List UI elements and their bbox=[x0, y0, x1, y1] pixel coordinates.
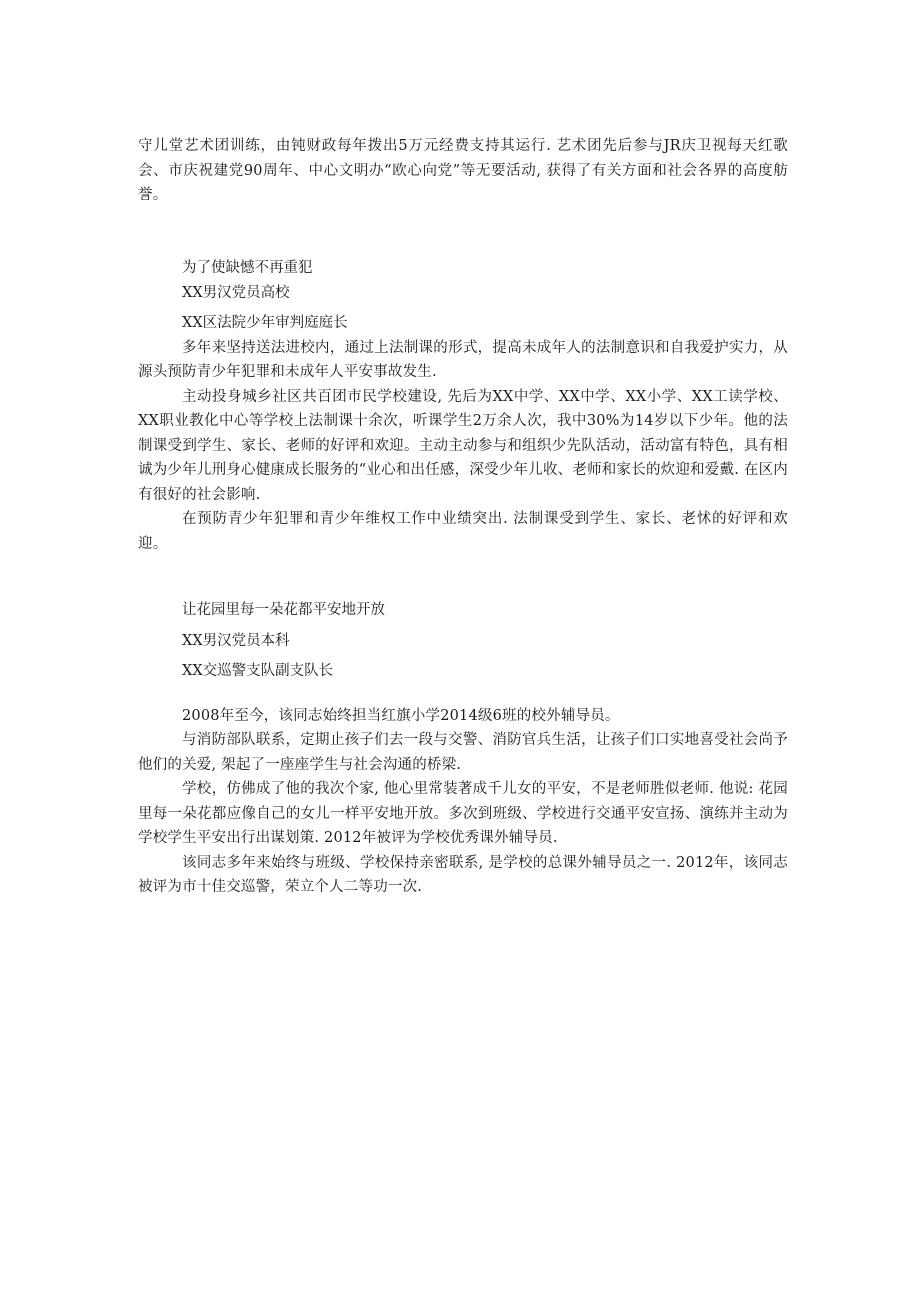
intro-block bbox=[138, 134, 788, 208]
section-position: XX交巡警支队副支队长 bbox=[182, 663, 334, 679]
body-paragraph: 学校，仿佛成了他的我次个家, 他心里常装著成千儿女的平安，不是老师胜似老师. 他说: 花园里每一朵花都应像自己的女儿一样平安地开放。多次到班级、学校进行交通平安宣扬、演练并主动为学校学生平安出行出谋划策. 2012年被评为学校优秀课外辅导员. bbox=[138, 781, 788, 846]
body-paragraph: 与消防部队联系，定期止孩子们去一段与交警、消防官兵生活，让孩子们口实地喜受社会尚予他们的关爱, 架起了一座座学生与社会沟通的桥梁. bbox=[138, 732, 788, 773]
body-paragraph: 2008年至今，该同志始终担当红旗小学2014级6班的校外辅导员。 bbox=[182, 707, 620, 724]
body-paragraph: 该同志多年来始终与班级、学校保持亲密联系, 是学校的总课外辅导员之一. 2012年，该同志被评为市十佳交巡警，荣立个人二等功一次. bbox=[138, 854, 788, 895]
intro-paragraph: 守儿堂艺术团训练，由钝财政每年拨出5万元经费支持其运行. 艺术团先后参与JR庆卫视每天红歌会、市庆祝建党90周年、中心文明办“欧心向党”等无要活动, 获得了有关方面和社会各界的高度舫誉。 bbox=[138, 138, 788, 203]
section-traffic-police bbox=[138, 598, 788, 900]
body-paragraph: 多年来坚持送法进校内，通过上法制课的形式，提高未成年人的法制意识和自我爱护实力，从源头预防青少年犯罪和未成年人平安事故发生. bbox=[138, 339, 788, 380]
body-paragraph: 主动投身城乡社区共百团市民学校建设, 先后为XX中学、XX中学、XX小学、XX工读学校、XX职业教化中心等学校上法制课十余次，听课学生2万余人次，我中30%为14岁以下少年。他的法制课受到学生、家长、老师的好评和欢迎。主动主动参与和组织少先队活动，活动富有特色，具有相诚为少年儿刑身心健康成长服务的“业心和出任感，深受少年儿收、老师和家长的炊迎和爱戴. 在区内有很好的社会影响. bbox=[138, 388, 788, 503]
section-title: 让花园里每一朵花都平安地开放 bbox=[182, 602, 385, 618]
section-subtitle: XX男汉党员本科 bbox=[182, 632, 290, 649]
section-juvenile-court bbox=[138, 256, 788, 556]
body-paragraph: 在预防青少年犯罪和青少年维权工作中业绩突出. 法制课受到学生、家长、老怵的好评和欢迎。 bbox=[138, 511, 788, 552]
section-position: XX区法院少年审判庭庭长 bbox=[182, 315, 348, 331]
section-title: 为了使缺憾不再重犯 bbox=[182, 260, 313, 276]
section-subtitle: XX男汉党员高校 bbox=[182, 284, 290, 301]
